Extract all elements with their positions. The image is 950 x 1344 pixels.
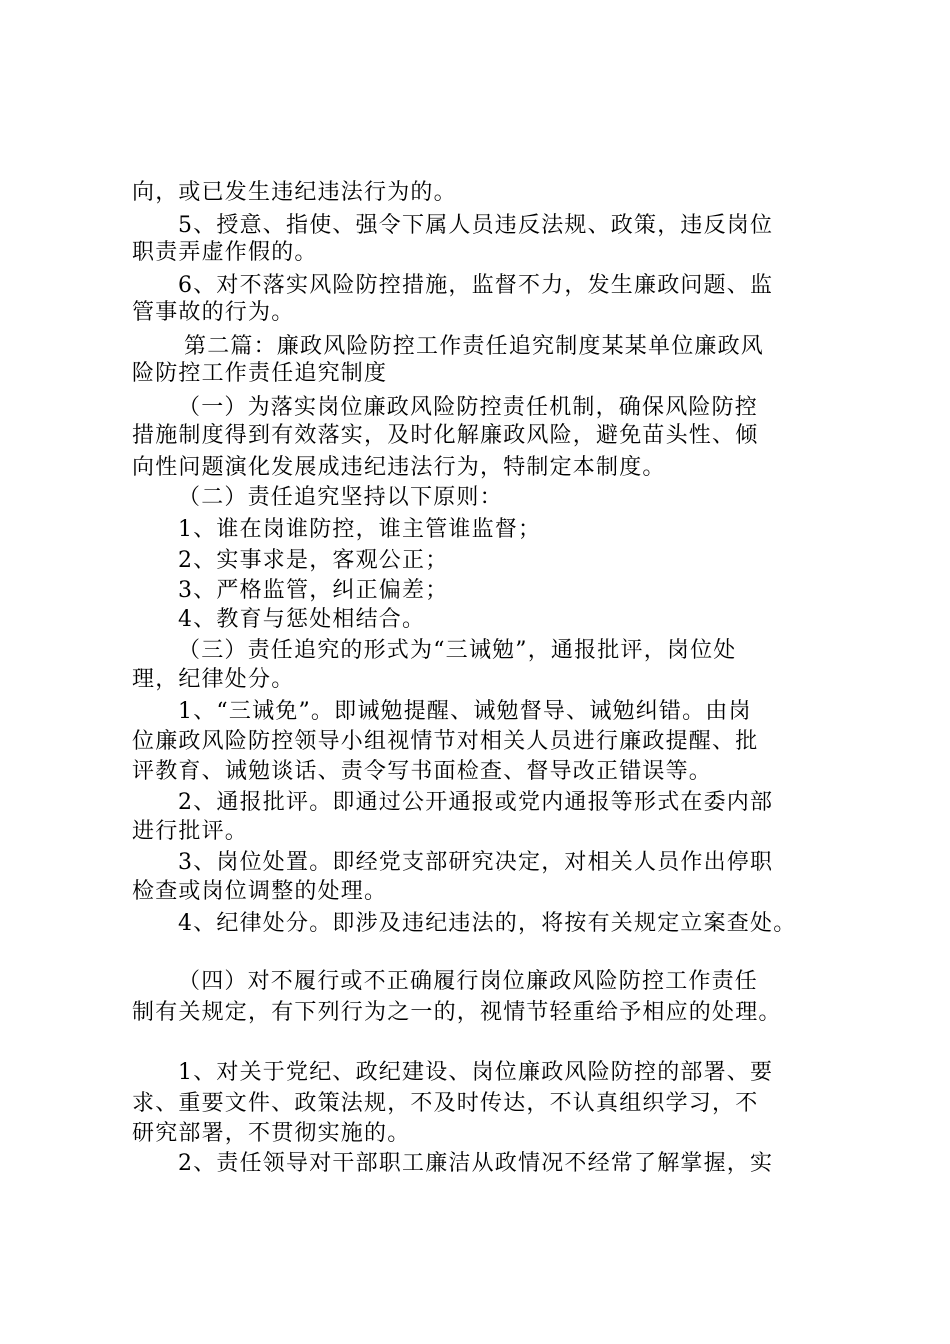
- text-line: 2、通报批评。即通过公开通报或党内通报等形式在委内部: [178, 790, 774, 815]
- text-line: 1、对关于党纪、政纪建设、岗位廉政风险防控的部署、要: [178, 1060, 774, 1085]
- list-item: 2、实事求是，客观公正；: [178, 548, 449, 573]
- list-item: 4、教育与惩处相结合。: [178, 607, 426, 632]
- section-heading: 险防控工作责任追究制度: [132, 361, 388, 386]
- text-line: 进行批评。: [132, 819, 249, 844]
- text-line: （一）为落实岗位廉政风险防控责任机制，确保风险防控: [178, 395, 759, 420]
- text-line: 理，纪律处分。: [132, 667, 295, 692]
- text-line: 研究部署，不贯彻实施的。: [132, 1121, 411, 1146]
- text-line: 3、岗位处置。即经党支部研究决定，对相关人员作出停职: [178, 850, 774, 875]
- text-line: 1、“三诫免”。即诫勉提醒、诫勉督导、诫勉纠错。由岗: [178, 699, 752, 724]
- text-line: 向性问题演化发展成违纪违法行为，特制定本制度。: [132, 455, 666, 480]
- list-item: 3、严格监管，纠正偏差；: [178, 578, 449, 603]
- text-line: （三）责任追究的形式为“三诫勉”，通报批评，岗位处: [178, 638, 737, 663]
- text-line: 6、对不落实风险防控措施，监督不力，发生廉政问题、监: [178, 273, 774, 298]
- text-line: （二）责任追究坚持以下原则：: [178, 485, 503, 510]
- text-line: （四）对不履行或不正确履行岗位廉政风险防控工作责任: [178, 969, 759, 994]
- text-line: 检查或岗位调整的处理。: [132, 879, 388, 904]
- text-line: 职责弄虚作假的。: [132, 240, 318, 265]
- text-line: 评教育、诫勉谈话、责令写书面检查、督导改正错误等。: [132, 759, 713, 784]
- text-line: 向，或已发生违纪违法行为的。: [132, 180, 457, 205]
- text-line: 4、纪律处分。即涉及违纪违法的，将按有关规定立案查处。: [178, 911, 797, 936]
- section-heading: 第二篇：廉政风险防控工作责任追究制度某某单位廉政风: [184, 334, 765, 359]
- text-line: 措施制度得到有效落实，及时化解廉政风险，避免苗头性、倾: [132, 423, 759, 448]
- text-line: 制有关规定，有下列行为之一的，视情节轻重给予相应的处理。: [132, 1000, 782, 1025]
- text-line: 5、授意、指使、强令下属人员违反法规、政策，违反岗位: [178, 213, 774, 238]
- text-line: 2、责任领导对干部职工廉洁从政情况不经常了解掌握，实: [178, 1151, 774, 1176]
- list-item: 1、谁在岗谁防控，谁主管谁监督；: [178, 517, 542, 542]
- text-line: 管事故的行为。: [132, 300, 295, 325]
- text-line: 求、重要文件、政策法规，不及时传达，不认真组织学习，不: [132, 1091, 759, 1116]
- text-line: 位廉政风险防控领导小组视情节对相关人员进行廉政提醒、批: [132, 729, 759, 754]
